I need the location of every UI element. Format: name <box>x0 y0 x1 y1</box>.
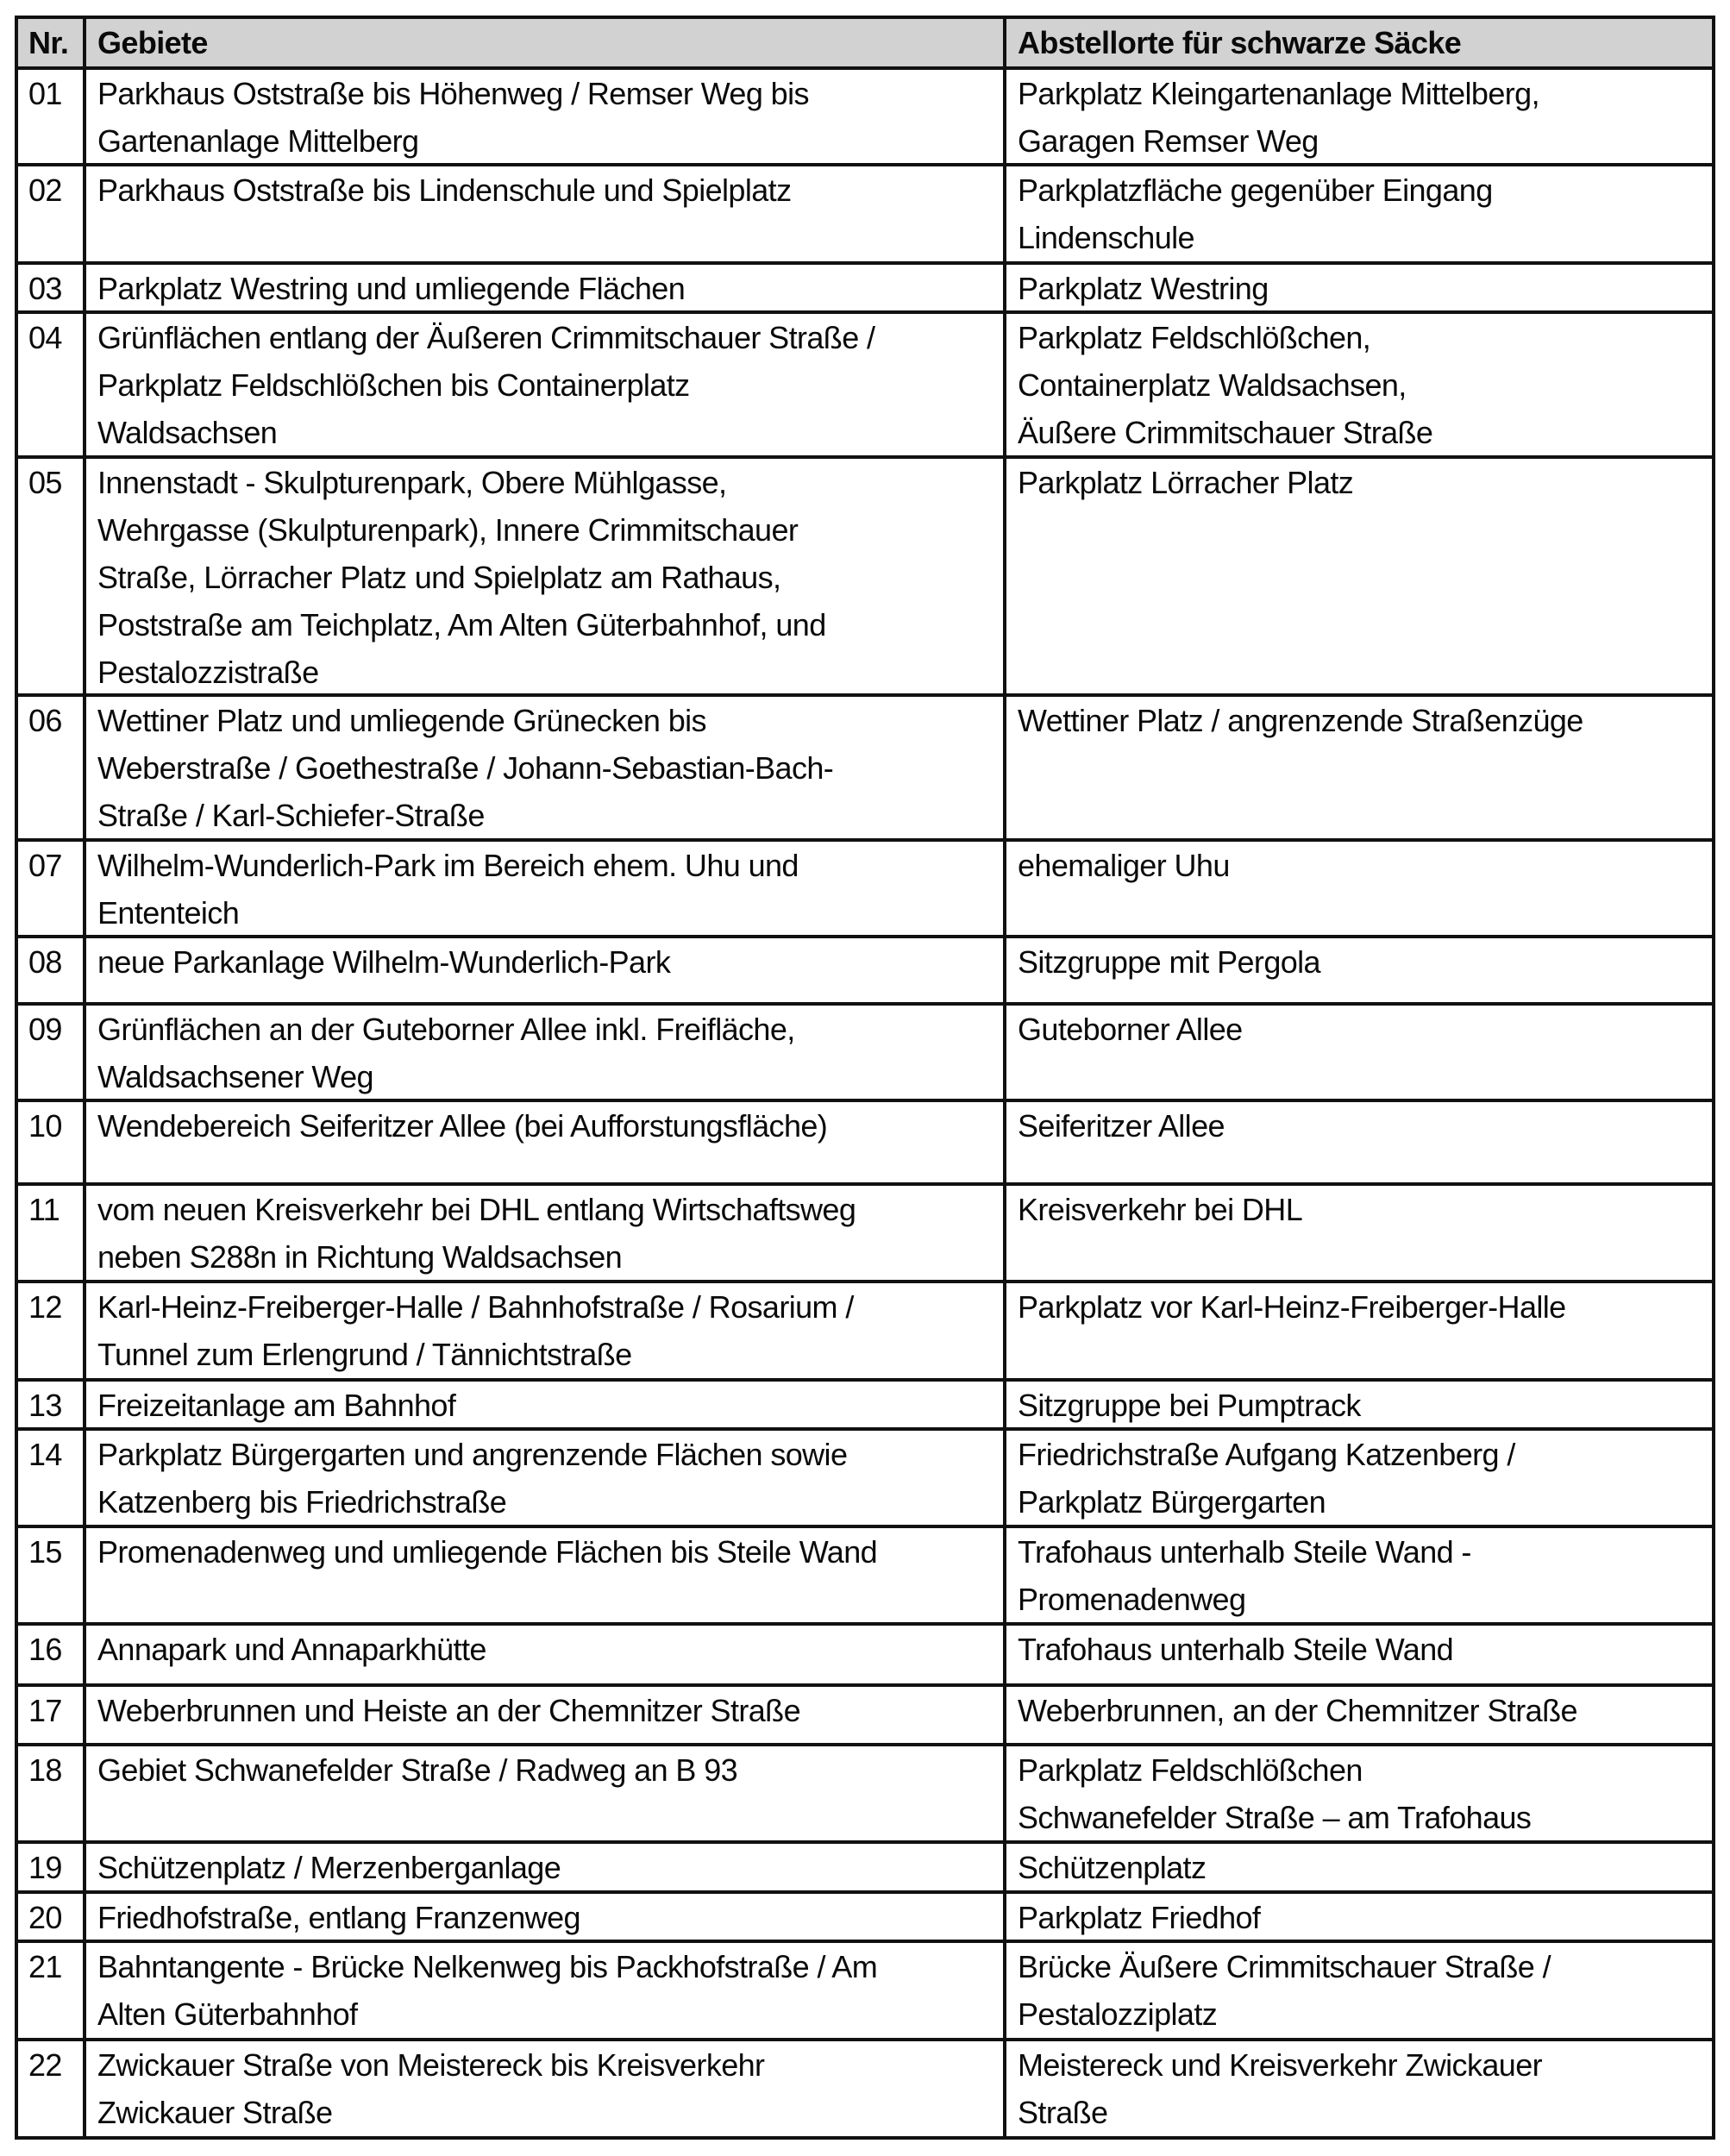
cell-line: Friedrichstraße Aufgang Katzenberg / <box>1018 1437 1515 1472</box>
table-row <box>18 265 1712 314</box>
table-row <box>18 1894 1712 1943</box>
header-nr: Nr. <box>18 19 86 66</box>
cell-line: Gebiet Schwanefelder Straße / Radweg an B 93 <box>97 1752 738 1788</box>
cell-line: Promenadenweg und umliegende Flächen bis Steile Wand <box>97 1534 878 1570</box>
cell-line: Karl-Heinz-Freiberger-Halle / Bahnhofstraße / Rosarium / <box>97 1289 854 1325</box>
cell-line: Wettiner Platz und umliegende Grünecken bis <box>97 703 706 738</box>
cell-line: Straße <box>1018 2095 1108 2130</box>
cell-line: neue Parkanlage Wilhelm-Wunderlich-Park <box>97 944 671 980</box>
table-row <box>18 1528 1712 1626</box>
cell-nr: 07 <box>18 842 86 935</box>
cell-nr: 13 <box>18 1382 86 1427</box>
cell-line: Wendebereich Seiferitzer Allee (bei Aufforstungsfläche) <box>97 1108 828 1144</box>
cell-nr: 09 <box>18 1006 86 1099</box>
table-row <box>18 1626 1712 1687</box>
cell-line: Pestalozziplatz <box>1018 1996 1218 2032</box>
cell-line: Äußere Crimmitschauer Straße <box>1018 415 1433 450</box>
table-row <box>18 842 1712 938</box>
cell-nr: 18 <box>18 1746 86 1840</box>
table-row <box>18 1283 1712 1382</box>
cell-abstellorte <box>1006 265 1712 310</box>
cell-gebiete <box>86 314 1006 455</box>
cell-line: Annapark und Annaparkhütte <box>97 1632 486 1667</box>
cell-line: Parkplatz Feldschlößchen <box>1018 1752 1363 1788</box>
cell-line: Meistereck und Kreisverkehr Zwickauer <box>1018 2047 1543 2083</box>
cell-nr: 01 <box>18 70 86 163</box>
cell-gebiete <box>86 1006 1006 1099</box>
cell-abstellorte <box>1006 1528 1712 1622</box>
cell-gebiete <box>86 459 1006 693</box>
table-row <box>18 459 1712 697</box>
cell-line: Parkhaus Oststraße bis Lindenschule und Spielplatz <box>97 172 792 208</box>
cell-line: Parkplatz Feldschlößchen bis Containerplatz <box>97 367 690 403</box>
cell-nr: 10 <box>18 1102 86 1182</box>
cell-abstellorte <box>1006 459 1712 693</box>
cell-gebiete <box>86 166 1006 261</box>
cell-gebiete <box>86 1626 1006 1683</box>
cell-line: Parkplatz Bürgergarten <box>1018 1484 1326 1520</box>
cell-line: Straße / Karl-Schiefer-Straße <box>97 798 485 833</box>
cell-nr: 15 <box>18 1528 86 1622</box>
cell-abstellorte <box>1006 1186 1712 1280</box>
cell-line: Waldsachsener Weg <box>97 1059 373 1094</box>
cell-line: Trafohaus unterhalb Steile Wand <box>1018 1632 1454 1667</box>
header-abstellorte: Abstellorte für schwarze Säcke <box>1018 25 1462 60</box>
table-row <box>18 697 1712 842</box>
cell-line: Sitzgruppe bei Pumptrack <box>1018 1388 1361 1423</box>
cell-line: Gartenanlage Mittelberg <box>97 123 419 159</box>
cell-abstellorte <box>1006 842 1712 935</box>
table-row <box>18 166 1712 265</box>
cell-nr: 06 <box>18 697 86 838</box>
cell-line: Garagen Remser Weg <box>1018 123 1319 159</box>
cell-nr: 16 <box>18 1626 86 1683</box>
cell-gebiete <box>86 697 1006 838</box>
table-row <box>18 1102 1712 1186</box>
cell-nr: 08 <box>18 938 86 1002</box>
table-row <box>18 1186 1712 1283</box>
cell-abstellorte <box>1006 2041 1712 2136</box>
cell-line: Lindenschule <box>1018 220 1194 255</box>
cell-line: Brücke Äußere Crimmitschauer Straße / <box>1018 1949 1551 1984</box>
cell-abstellorte <box>1006 1943 1712 2038</box>
cell-nr: 14 <box>18 1431 86 1525</box>
cell-gebiete <box>86 1687 1006 1743</box>
table-row <box>18 1382 1712 1431</box>
cell-nr: 21 <box>18 1943 86 2038</box>
collection-areas-table <box>15 16 1715 2140</box>
cell-abstellorte <box>1006 166 1712 261</box>
cell-line: Poststraße am Teichplatz, Am Alten Güterbahnhof, und <box>97 607 826 642</box>
cell-line: Parkplatz vor Karl-Heinz-Freiberger-Halle <box>1018 1289 1566 1325</box>
header-gebiete: Gebiete <box>86 19 1006 66</box>
table-row <box>18 2041 1712 2136</box>
cell-line: Schützenplatz <box>1018 1850 1207 1885</box>
cell-line: Katzenberg bis Friedrichstraße <box>97 1484 507 1520</box>
cell-line: Innenstadt - Skulpturenpark, Obere Mühlgasse, <box>97 465 727 500</box>
table-row <box>18 1844 1712 1894</box>
cell-line: Parkplatz Westring <box>1018 271 1269 306</box>
cell-abstellorte <box>1006 1102 1712 1182</box>
cell-line: Parkplatz Kleingartenanlage Mittelberg, <box>1018 76 1539 111</box>
cell-line: Parkplatzfläche gegenüber Eingang <box>1018 172 1493 208</box>
cell-line: Waldsachsen <box>97 415 278 450</box>
cell-nr: 11 <box>18 1186 86 1280</box>
cell-line: Ententeich <box>97 895 240 931</box>
cell-line: Schwanefelder Straße – am Trafohaus <box>1018 1800 1532 1835</box>
cell-nr: 19 <box>18 1844 86 1890</box>
table-row <box>18 1943 1712 2041</box>
cell-line: Freizeitanlage am Bahnhof <box>97 1388 456 1423</box>
cell-line: Parkplatz Feldschlößchen, <box>1018 320 1371 355</box>
cell-line: Tunnel zum Erlengrund / Tännichtstraße <box>97 1337 632 1372</box>
cell-line: Parkhaus Oststraße bis Höhenweg / Remser Weg bis <box>97 76 809 111</box>
cell-line: Wehrgasse (Skulpturenpark), Innere Crimmitschauer <box>97 512 799 548</box>
cell-line: Weberbrunnen, an der Chemnitzer Straße <box>1018 1693 1577 1728</box>
cell-line: Zwickauer Straße <box>97 2095 333 2130</box>
cell-line: neben S288n in Richtung Waldsachsen <box>97 1239 623 1275</box>
cell-gebiete <box>86 842 1006 935</box>
cell-abstellorte <box>1006 1844 1712 1890</box>
cell-abstellorte <box>1006 697 1712 838</box>
cell-abstellorte <box>1006 70 1712 163</box>
cell-abstellorte <box>1006 1687 1712 1743</box>
cell-line: Schützenplatz / Merzenberganlage <box>97 1850 561 1885</box>
cell-abstellorte <box>1006 314 1712 455</box>
cell-gebiete <box>86 1746 1006 1840</box>
cell-line: Grünflächen entlang der Äußeren Crimmitschauer Straße / <box>97 320 875 355</box>
cell-line: Bahntangente - Brücke Nelkenweg bis Packhofstraße / Am <box>97 1949 878 1984</box>
cell-line: Parkplatz Friedhof <box>1018 1900 1261 1935</box>
cell-line: Parkplatz Westring und umliegende Flächen <box>97 271 686 306</box>
cell-abstellorte <box>1006 1626 1712 1683</box>
cell-line: Promenadenweg <box>1018 1582 1246 1617</box>
cell-gebiete <box>86 70 1006 163</box>
cell-gebiete <box>86 1382 1006 1427</box>
cell-line: Parkplatz Lörracher Platz <box>1018 465 1354 500</box>
cell-gebiete <box>86 265 1006 310</box>
table-row <box>18 1431 1712 1528</box>
cell-line: Containerplatz Waldsachsen, <box>1018 367 1407 403</box>
cell-abstellorte <box>1006 1894 1712 1940</box>
cell-nr: 04 <box>18 314 86 455</box>
cell-gebiete <box>86 938 1006 1002</box>
cell-line: Zwickauer Straße von Meistereck bis Kreisverkehr <box>97 2047 765 2083</box>
cell-line: Alten Güterbahnhof <box>97 1996 358 2032</box>
cell-nr: 02 <box>18 166 86 261</box>
cell-gebiete <box>86 2041 1006 2136</box>
table-row <box>18 1746 1712 1844</box>
cell-nr: 22 <box>18 2041 86 2136</box>
cell-nr: 20 <box>18 1894 86 1940</box>
cell-nr: 05 <box>18 459 86 693</box>
cell-line: Wettiner Platz / angrenzende Straßenzüge <box>1018 703 1583 738</box>
cell-gebiete <box>86 1943 1006 2038</box>
cell-gebiete <box>86 1528 1006 1622</box>
table-header-row <box>18 19 1712 70</box>
cell-gebiete <box>86 1844 1006 1890</box>
cell-line: Weberstraße / Goethestraße / Johann-Sebastian-Bach- <box>97 750 834 786</box>
cell-line: ehemaliger Uhu <box>1018 848 1230 883</box>
cell-gebiete <box>86 1102 1006 1182</box>
cell-gebiete <box>86 1431 1006 1525</box>
cell-line: Grünflächen an der Guteborner Allee inkl. Freifläche, <box>97 1012 795 1047</box>
table-row <box>18 314 1712 459</box>
cell-line: Guteborner Allee <box>1018 1012 1243 1047</box>
cell-gebiete <box>86 1186 1006 1280</box>
cell-line: Seiferitzer Allee <box>1018 1108 1225 1144</box>
cell-abstellorte <box>1006 1006 1712 1099</box>
table-row <box>18 1006 1712 1102</box>
cell-line: Trafohaus unterhalb Steile Wand - <box>1018 1534 1471 1570</box>
cell-abstellorte <box>1006 1746 1712 1840</box>
cell-line: Friedhofstraße, entlang Franzenweg <box>97 1900 580 1935</box>
cell-line: Pestalozzistraße <box>97 655 319 690</box>
cell-line: vom neuen Kreisverkehr bei DHL entlang Wirtschaftsweg <box>97 1192 856 1227</box>
cell-gebiete <box>86 1894 1006 1940</box>
cell-gebiete <box>86 1283 1006 1378</box>
cell-line: Straße, Lörracher Platz und Spielplatz am Rathaus, <box>97 560 781 595</box>
cell-abstellorte <box>1006 1431 1712 1525</box>
cell-line: Parkplatz Bürgergarten und angrenzende Flächen sowie <box>97 1437 848 1472</box>
cell-line: Wilhelm-Wunderlich-Park im Bereich ehem. Uhu und <box>97 848 799 883</box>
cell-abstellorte <box>1006 1382 1712 1427</box>
table-row <box>18 1687 1712 1746</box>
table-row <box>18 70 1712 166</box>
cell-line: Weberbrunnen und Heiste an der Chemnitzer Straße <box>97 1693 800 1728</box>
cell-line: Sitzgruppe mit Pergola <box>1018 944 1320 980</box>
cell-abstellorte <box>1006 938 1712 1002</box>
cell-nr: 03 <box>18 265 86 310</box>
cell-abstellorte <box>1006 1283 1712 1378</box>
cell-line: Kreisverkehr bei DHL <box>1018 1192 1303 1227</box>
table-row <box>18 938 1712 1006</box>
cell-nr: 17 <box>18 1687 86 1743</box>
cell-nr: 12 <box>18 1283 86 1378</box>
